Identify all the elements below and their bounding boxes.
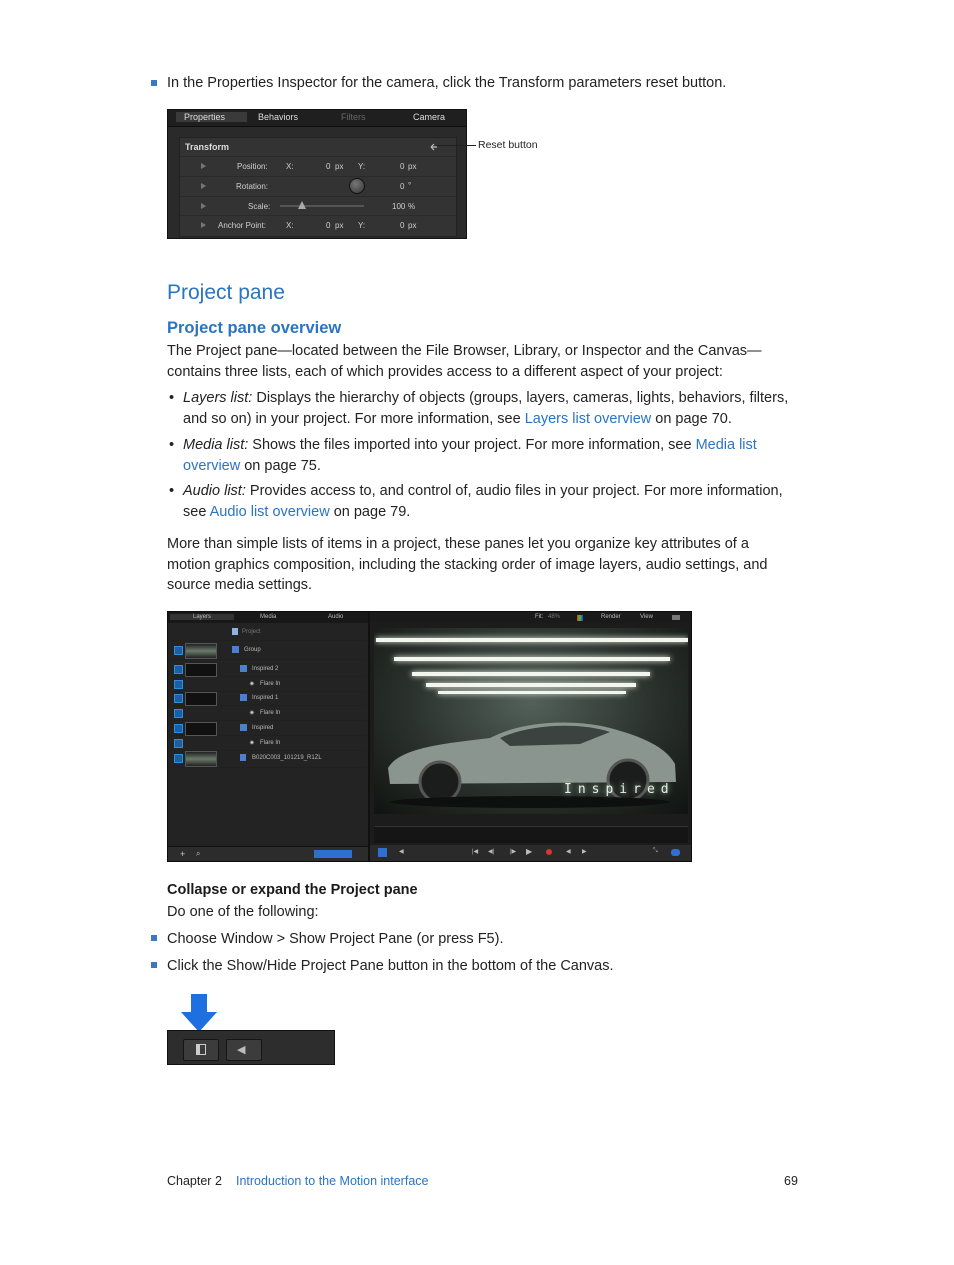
blue-arrow-icon: [179, 994, 219, 1034]
overlay-title: Inspired: [564, 782, 675, 797]
canvas-image[interactable]: [374, 628, 688, 814]
scale-value[interactable]: 100: [392, 202, 406, 211]
dot-bullet: •: [169, 390, 175, 406]
fit-label: Fit:: [535, 614, 544, 620]
position-x-value[interactable]: 0: [326, 162, 331, 171]
enable-checkbox[interactable]: [174, 646, 183, 655]
layer-name: Inspired 2: [252, 666, 279, 672]
layer-thumbnail: [185, 692, 217, 706]
layer-name: Inspired 1: [252, 695, 279, 701]
anchor-y-label: Y:: [358, 221, 366, 230]
list-item: [183, 435, 789, 476]
enable-checkbox[interactable]: [174, 709, 183, 718]
tab-media[interactable]: Media: [260, 614, 277, 620]
tab-camera[interactable]: Camera: [413, 112, 446, 122]
layer-row-inspired-1[interactable]: [170, 691, 366, 706]
show-hide-project-pane-button[interactable]: [378, 848, 387, 857]
collapse-intro: Do one of the following:: [167, 904, 319, 920]
rotation-unit: °: [408, 181, 412, 190]
disclosure-triangle-icon[interactable]: [201, 222, 206, 228]
audio-icon[interactable]: ◀: [399, 849, 404, 855]
position-y-unit: px: [408, 162, 417, 171]
layer-thumbnail: [185, 643, 217, 659]
anchor-x-value[interactable]: 0: [326, 221, 331, 230]
behavior-gear-icon: ✷: [249, 740, 255, 747]
color-channel-icon[interactable]: [577, 615, 583, 621]
ceiling-light: [426, 683, 636, 687]
position-label: Position:: [237, 162, 268, 171]
collapse-heading: Collapse or expand the Project pane: [167, 882, 418, 898]
fit-value[interactable]: 48%: [548, 614, 561, 620]
rewind-icon[interactable]: |◀: [472, 849, 479, 855]
list-term: Layers list:: [183, 390, 253, 406]
project-pane: [168, 612, 370, 861]
enable-checkbox[interactable]: [174, 724, 183, 733]
enable-checkbox[interactable]: [174, 739, 183, 748]
layer-name: Flare In: [260, 710, 281, 716]
inspector-tabs: [168, 110, 466, 127]
tab-properties[interactable]: Properties: [176, 112, 247, 122]
layer-row-group[interactable]: [170, 641, 366, 660]
enable-checkbox[interactable]: [174, 694, 183, 703]
callout-line: [436, 145, 476, 146]
rotation-row: [180, 176, 456, 196]
pane-icon: [196, 1044, 206, 1055]
layer-name: Flare In: [260, 681, 281, 687]
text-layer-icon: [240, 665, 247, 672]
position-y-value[interactable]: 0: [400, 162, 405, 171]
anchor-y-value[interactable]: 0: [400, 221, 405, 230]
list-term: Audio list:: [183, 483, 246, 499]
anchor-x-label: X:: [286, 221, 294, 230]
ceiling-light: [438, 691, 626, 694]
list-text: Displays the hierarchy of objects (groups, layers, cameras, lights, behaviors, filters, and so on) in your project. For more information, see: [183, 390, 789, 427]
footer-page-number: 69: [784, 1174, 798, 1188]
bullet-marker: [151, 80, 157, 86]
layer-name: Group: [244, 647, 261, 653]
scale-row: [180, 196, 456, 216]
group-icon: [232, 646, 239, 653]
list-term: Media list:: [183, 437, 249, 453]
show-hide-project-pane-button[interactable]: [183, 1039, 219, 1061]
disclosure-triangle-icon[interactable]: [201, 183, 206, 189]
text-layer-icon: [240, 724, 247, 731]
section-title: Project pane: [167, 281, 285, 304]
list-after: on page 70.: [651, 410, 732, 427]
list-after: on page 75.: [240, 457, 321, 474]
tab-layers[interactable]: Layers: [170, 614, 234, 620]
disclosure-triangle-icon[interactable]: [201, 203, 206, 209]
project-pane-footer: [168, 846, 368, 861]
anchor-point-row: [180, 215, 456, 235]
loop-icon[interactable]: [671, 849, 680, 856]
layer-row-inspired[interactable]: [170, 721, 366, 736]
media-list-link[interactable]: Media list overview: [183, 437, 757, 474]
rotation-dial[interactable]: [349, 178, 365, 194]
add-icon[interactable]: +: [180, 849, 186, 859]
properties-inspector-screenshot: [167, 109, 467, 239]
subsection-title: Project pane overview: [167, 319, 342, 337]
back-icon[interactable]: ◀|: [488, 849, 495, 855]
intro-paragraph: The Project pane—located between the File Browser, Library, or Inspector and the Canvas— contains three lists, each of which provides access to a different aspect of your project:: [167, 343, 762, 380]
canvas-toolbar: [370, 612, 691, 623]
collapse-bullet: Choose Window > Show Project Pane (or press F5).: [167, 931, 504, 947]
ceiling-light: [376, 638, 688, 642]
layer-row-clip[interactable]: [170, 749, 366, 768]
project-pane-screenshot: [167, 611, 692, 862]
bullet-marker: [151, 935, 157, 941]
position-y-label: Y:: [358, 162, 366, 171]
blue-toolbar-icons[interactable]: [314, 850, 352, 858]
layer-name: Project: [242, 629, 261, 635]
project-pane-tabs: [168, 612, 368, 623]
play-icon[interactable]: ▶: [526, 847, 533, 856]
search-icon[interactable]: ⌕: [196, 849, 201, 858]
list-item: [183, 388, 789, 429]
fullscreen-icon[interactable]: ⤡: [653, 848, 658, 854]
record-icon[interactable]: [546, 849, 552, 855]
enable-checkbox[interactable]: [174, 680, 183, 689]
mute-icon[interactable]: ◀: [566, 849, 571, 855]
behavior-gear-icon: ✷: [249, 681, 255, 688]
ceiling-light: [394, 657, 670, 661]
anchor-x-unit: px: [335, 221, 344, 230]
intro-bullet-text: In the Properties Inspector for the camera, click the Transform parameters reset button.: [167, 75, 727, 91]
list-text: Shows the files imported into your project. For more information, see: [248, 437, 696, 453]
tab-filters[interactable]: Filters: [341, 112, 366, 122]
loop-small-icon[interactable]: ▶: [582, 849, 587, 855]
layer-thumbnail: [185, 663, 217, 677]
layer-thumbnail: [185, 751, 217, 767]
timeline-bar[interactable]: [374, 826, 688, 843]
text-layer-icon: [240, 694, 247, 701]
transform-title: Transform: [185, 142, 230, 152]
dot-bullet: •: [169, 483, 175, 499]
anchor-point-label: Anchor Point:: [218, 221, 267, 230]
audio-list-link[interactable]: Audio list overview: [209, 503, 330, 520]
tab-audio[interactable]: Audio: [328, 614, 344, 620]
transport-controls: [370, 845, 691, 861]
audio-button[interactable]: [226, 1039, 262, 1061]
layer-name: Inspired: [252, 725, 274, 731]
canvas-bottom-toolbar: [167, 1030, 335, 1065]
rotation-label: Rotation:: [236, 182, 269, 191]
ceiling-light: [412, 672, 650, 676]
enable-checkbox[interactable]: [174, 665, 183, 674]
layers-list-link[interactable]: Layers list overview: [524, 410, 652, 427]
layer-name: Flare In: [260, 740, 281, 746]
scale-slider-thumb[interactable]: [298, 201, 306, 209]
layer-thumbnail: [185, 722, 217, 736]
scale-label: Scale:: [248, 202, 271, 211]
footer-chapter-title[interactable]: Introduction to the Motion interface: [236, 1174, 429, 1188]
list-item: [183, 481, 789, 522]
anchor-y-unit: px: [408, 221, 417, 230]
layer-row-flare-in[interactable]: [170, 677, 366, 692]
collapse-bullet: Click the Show/Hide Project Pane button in the bottom of the Canvas.: [167, 958, 614, 974]
dot-bullet: •: [169, 437, 175, 453]
layer-row-flare-in[interactable]: [170, 706, 366, 721]
footer-chapter: Chapter 2: [167, 1174, 222, 1188]
layer-row-project[interactable]: [170, 624, 366, 641]
more-paragraph: More than simple lists of items in a project, these panes let you organize key attributes of a motion graphics composition, including the stacking order of image layers, audio settings, and source media settings.: [167, 536, 768, 593]
scale-unit: %: [408, 202, 416, 211]
position-row: [180, 156, 456, 176]
rotation-value[interactable]: 0: [400, 182, 405, 191]
enable-checkbox[interactable]: [174, 754, 183, 763]
render-menu[interactable]: Render: [601, 614, 621, 620]
bullet-marker: [151, 962, 157, 968]
list-text: Provides access to, and control of, audio files in your project. For more information, see: [183, 483, 783, 520]
forward-icon[interactable]: |▶: [510, 849, 517, 855]
position-x-unit: px: [335, 162, 344, 171]
scale-slider[interactable]: [280, 205, 364, 207]
position-x-label: X:: [286, 162, 294, 171]
list-after: on page 79.: [329, 503, 411, 520]
disclosure-triangle-icon[interactable]: [201, 163, 206, 169]
layer-row-inspired-2[interactable]: [170, 662, 366, 677]
tab-behaviors[interactable]: Behaviors: [258, 112, 299, 122]
behavior-gear-icon: ✷: [249, 710, 255, 717]
media-icon: [240, 754, 246, 761]
view-menu[interactable]: View: [640, 614, 653, 620]
layout-icon[interactable]: [672, 615, 680, 620]
layer-name: B020C003_101219_R1ZL: [252, 755, 322, 761]
reset-button-callout: Reset button: [478, 139, 538, 151]
project-icon: [232, 628, 238, 635]
speaker-icon: ◀: [237, 1044, 246, 1056]
transform-group: [179, 137, 457, 237]
